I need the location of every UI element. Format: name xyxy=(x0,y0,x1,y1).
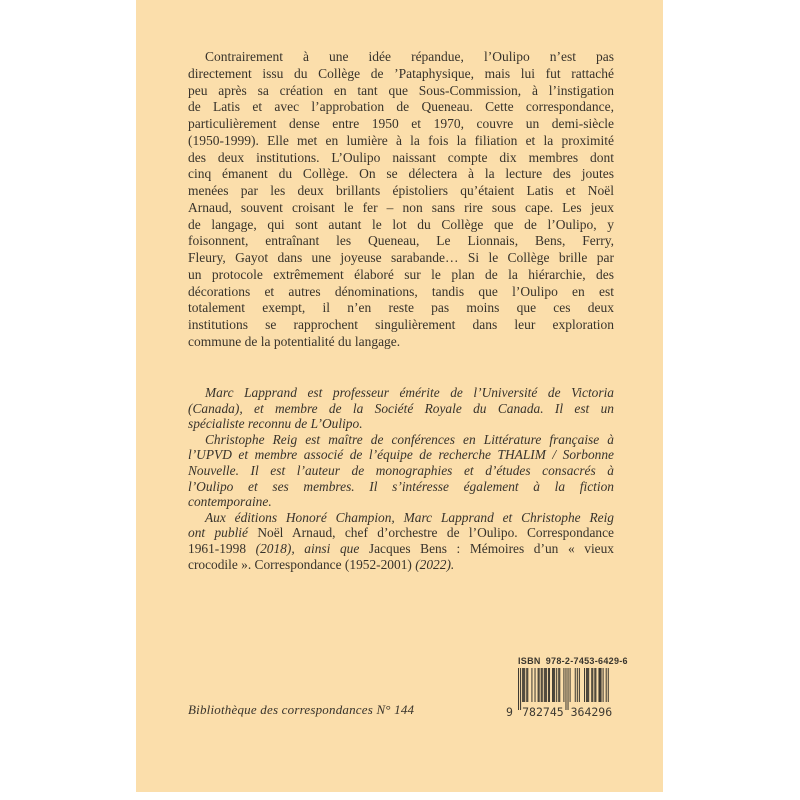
text-line: Christophe Reig est maître de conférences en Littérature française à xyxy=(205,431,614,447)
barcode-bar xyxy=(595,668,596,702)
italic-run: (2018), ainsi que xyxy=(255,540,369,556)
barcode-bar xyxy=(538,668,539,702)
barcode-bar xyxy=(563,668,564,702)
ean-left-digits: 782745 xyxy=(522,705,564,719)
barcode-bar xyxy=(520,668,521,710)
collection-label: Bibliothèque des correspondances N° 144 xyxy=(188,702,415,717)
text-line: directement issu du Collège de ’Pataphysique, mais lui fut rattaché xyxy=(188,65,614,81)
barcode-bar xyxy=(541,668,542,702)
barcode-bar xyxy=(539,668,540,702)
barcode-bar xyxy=(544,668,545,702)
barcode-bar xyxy=(526,668,527,702)
text-line: (Canada), et membre de la Société Royale du Canada. Il est un xyxy=(188,400,614,416)
text-line: Aux éditions Honoré Champion, Marc Lapprand et Christophe Reig xyxy=(205,509,614,525)
barcode-bar xyxy=(542,668,543,702)
roman-run: Noël Arnaud, chef d’orchestre de l’Oulipo. Correspondance xyxy=(257,525,614,541)
roman-run: crocodile ». Correspondance (1952-2001) xyxy=(188,556,416,572)
text-line: peu après sa création en tant que Sous-Commission, à l’instigation xyxy=(188,82,614,98)
barcode-bar xyxy=(575,668,576,702)
barcode-bar xyxy=(598,668,599,702)
body-paragraph xyxy=(188,49,614,351)
text-line: des deux institutions. L’Oulipo naissant compte dix membres dont xyxy=(188,149,614,165)
barcode-bar xyxy=(601,668,602,702)
text-line: commune de la potentialité du langage. xyxy=(188,333,401,349)
barcode-bar xyxy=(586,668,587,702)
barcode-bar xyxy=(553,668,554,702)
roman-run: 1961-1998 xyxy=(188,540,256,556)
text-line: particulièrement dense entre 1950 et 1970, couvre un demi-siècle xyxy=(188,116,614,131)
barcode-bar xyxy=(531,668,532,702)
text-line: l’UPVD et membre associé de l’équipe de recherche THALIM / Sorbonne xyxy=(188,447,614,463)
barcode-bar xyxy=(535,668,536,702)
barcode-bar xyxy=(522,668,523,702)
barcode-bar xyxy=(549,668,550,702)
text-line: institutions se rapprochent singulièrement dans leur exploration xyxy=(188,317,614,332)
barcode-bar xyxy=(518,668,519,710)
author-bio xyxy=(188,385,614,572)
barcode-bar xyxy=(608,668,609,702)
text-line: Contrairement à une idée répandue, l’Oulipo n’est pas xyxy=(205,49,614,64)
text-line: Arnaud, souvent croisant le fer – non sans rire sous cape. Les jeux xyxy=(188,199,614,215)
text-line: totalement exempt, il n’en reste pas moins que ces deux xyxy=(188,300,614,316)
text-line: Marc Lapprand est professeur émérite de l’Université de Victoria xyxy=(205,385,614,400)
text-line: Fleury, Gayot dans une joyeuse sarabande… Si le Collège brille par xyxy=(188,250,614,265)
barcode-bar xyxy=(559,668,560,702)
text-line: (1950-1999). Elle met en lumière à la fois la filiation et la proximité xyxy=(188,132,614,148)
italic-run: ont publié xyxy=(188,525,258,541)
text-line: un protocole extrêmement élaboré sur le plan de la hiérarchie, des xyxy=(188,266,614,282)
barcode-bar xyxy=(523,668,524,702)
text-line: contemporaine. xyxy=(188,494,272,510)
barcode-bar xyxy=(548,668,549,702)
barcode-bar xyxy=(570,668,571,702)
barcode-bar xyxy=(527,668,528,702)
text-line: foisonnent, entraînant les Queneau, Le Lionnais, Bens, Ferry, xyxy=(188,233,614,249)
text-line: décorations et autres dénominations, tandis que l’Oulipo en est xyxy=(188,283,614,299)
ean-right-digits: 364296 xyxy=(570,705,613,719)
text-line: l’Oulipo et ses membres. Il s’intéresse également à la fiction xyxy=(188,478,614,494)
barcode-bar xyxy=(588,668,589,702)
barcode-bar xyxy=(554,668,555,702)
text-line: de Latis et avec l’approbation de Queneau. Cette correspondance, xyxy=(188,99,614,115)
barcode-bar xyxy=(524,668,525,702)
text-line xyxy=(188,525,614,541)
barcode-bar xyxy=(599,668,600,702)
barcode-bar xyxy=(592,668,593,702)
barcode-bar xyxy=(579,668,580,702)
barcode-bar xyxy=(552,668,553,702)
isbn-label: ISBN xyxy=(518,656,541,666)
barcode-bar xyxy=(606,668,607,702)
text-line: de langage, qui sont autant le lot du Collège que de l’Oulipo, y xyxy=(188,216,614,232)
barcode-bar xyxy=(558,668,559,702)
roman-run: Jacques Bens : Mémoires d’un « vieux xyxy=(368,540,615,556)
text-line xyxy=(188,541,614,557)
italic-run: (2022). xyxy=(415,556,455,572)
book-back-cover xyxy=(136,0,663,792)
barcode-bar xyxy=(565,668,566,710)
text-line xyxy=(188,557,614,573)
barcode-bar xyxy=(568,668,569,710)
barcode-bar xyxy=(545,668,546,702)
text-line: spécialiste reconnu de L’Oulipo. xyxy=(188,416,363,432)
text-line: cinq émanent du Collège. On se délectera à la lecture des joutes xyxy=(188,166,614,182)
isbn-line xyxy=(504,656,628,666)
isbn-value: 978-2-7453-6429-6 xyxy=(545,656,628,666)
barcode-bar xyxy=(556,668,557,702)
barcode-bar xyxy=(591,668,592,702)
barcode-bar xyxy=(587,668,588,702)
barcode-block xyxy=(504,656,628,720)
text-line: Nouvelle. Il est l’auteur de monographies et d’études consacrés à xyxy=(188,462,614,478)
barcode-bar xyxy=(603,668,604,702)
barcode-bar xyxy=(577,668,578,702)
barcode-bar xyxy=(584,668,585,702)
barcode-bar xyxy=(546,668,547,702)
ean13-barcode xyxy=(504,668,622,720)
ean-first-digit: 9 xyxy=(506,705,513,719)
barcode-bar xyxy=(594,668,595,702)
text-line: menées par les deux brillants épistoliers qu’étaient Latis et Noël xyxy=(188,183,614,198)
